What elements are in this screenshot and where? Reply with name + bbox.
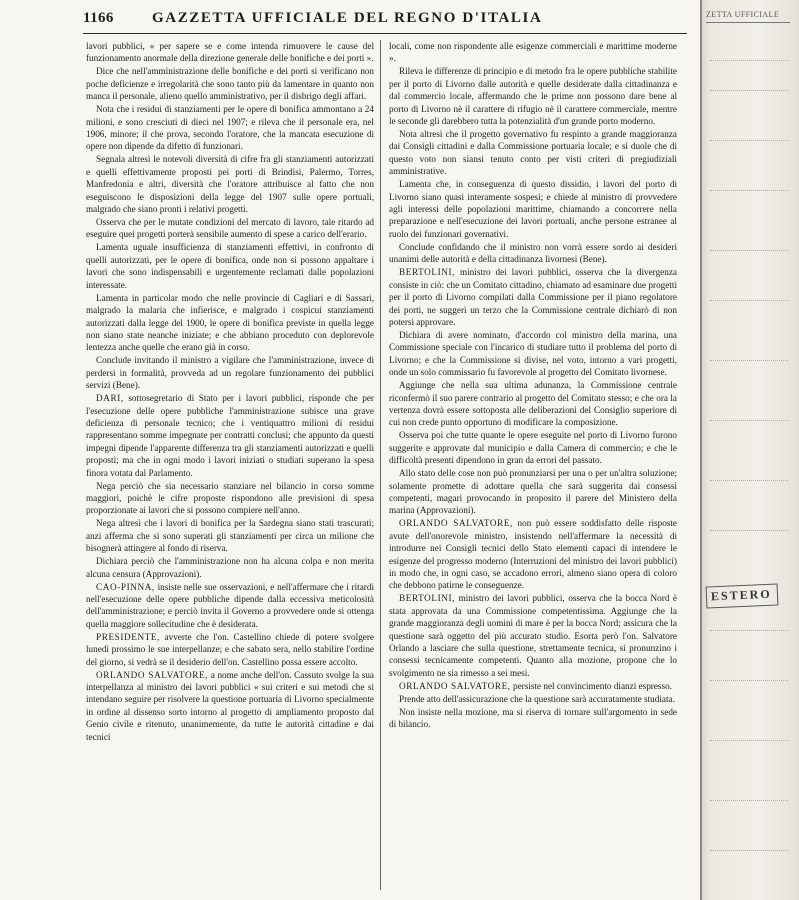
paragraph	[86, 153, 374, 215]
paragraph	[389, 329, 677, 379]
paragraph	[389, 517, 677, 591]
header-rule	[83, 33, 687, 34]
paragraph	[389, 592, 677, 679]
estero-section-box	[706, 583, 779, 608]
page-header	[83, 10, 687, 32]
paragraph-text: Dichiara di avere nominato, d'accordo col ministro della marina, una Commissione speciale con l'incarico di studiare tutto il problema del porto di Livorno; e che la Commissione si divise, nel voto, intorno a vari progetti, onde un solo commissario fu favorevole al progetto del Comitato livornese.	[389, 329, 677, 378]
paragraph	[86, 555, 374, 580]
paragraph	[86, 480, 374, 517]
paragraph-text: Rileva le differenze di principio e di metodo fra le opere pubbliche stabilite per il porto di Livorno dalle autorità e quelle desiderate dalla cittadinanza e dal commercio locale, affermando che le prime non possono dare bene al porto di Livorno nè il carattere di rifugio nè il carattere commerciale, mentre le seconde gli darebbero tutta la potenzialità d'un grande porto moderno.	[389, 66, 677, 127]
faded-text-line	[710, 740, 788, 741]
faded-text-line	[710, 60, 788, 61]
speaker-name: ORLANDO SALVATORE,	[96, 669, 209, 680]
speaker-name: BERTOLINI,	[399, 593, 456, 604]
faded-text-line	[710, 190, 788, 191]
speaker-name: ORLANDO SALVATORE,	[399, 680, 511, 691]
paragraph-text: locali, come non rispondente alle esigenze commerciali e marittime moderne ».	[389, 41, 677, 64]
paragraph	[389, 128, 677, 178]
faded-text-line	[710, 420, 788, 421]
paragraph-text: Aggiunge che nella sua ultima adunanza, la Commissione centrale riconfermò il suo parere contrario al progetto del Comitato stesso; e che ora la vertenza dovrà essere sottoposta alle deliberazioni del Consiglio superiore di cui non crede punto opportuno di modificare la composizione.	[389, 380, 677, 428]
paragraph-text: non può essere soddisfatto delle risposte avute dell'onorevole ministro, insistendo nell'affermare la necessità di introdurre nei Consigli tecnici dello Stato elementi capaci di intendere le esigenze del progresso moderno (Interruzioni del ministro dei lavori pubblici) in modo che, in ogni caso, se accadono errori, almeno siano opera di coloro che debbono patirne le conseguenze.	[389, 518, 678, 591]
paragraph	[389, 178, 677, 240]
faded-text-line	[710, 360, 788, 361]
left-column	[86, 40, 374, 744]
paragraph	[389, 241, 677, 266]
paragraph-text: lavori pubblici, « per sapere se e come intenda rimuovere le cause del funzionamento anormale della direzione generale delle bonifiche e dei porti ».	[86, 41, 374, 64]
paragraph	[389, 379, 677, 429]
speaker-name: BERTOLINI,	[399, 267, 456, 278]
faded-text-line	[710, 480, 788, 481]
paragraph	[389, 266, 677, 328]
paragraph	[389, 65, 677, 127]
speaker-name: CAO-PINNA,	[96, 581, 155, 592]
speaker-name: PRESIDENTE,	[96, 631, 161, 642]
paragraph-text: Nota altresì che il progetto governativo fu respinto a grande maggioranza dai Consigli cittadini e dalla Commissione portuaria locale; e si duole che di questo voto non siansi tenuto conto per visti criteri di pregiudiziali amministrative.	[389, 129, 677, 177]
paragraph-text: Lamenta che, in conseguenza di questo dissidio, i lavori del porto di Livorno siano quasi interamente sospesi; e chiede al ministro di provvedere agli interessi delle popolazioni marittime, chiamando a concorrere nella preparazione e nell'esecuzione dei lavori portuali, anche persone estranee al ruolo dei funzionari governativi.	[389, 179, 677, 239]
speaker-name: DARI,	[96, 393, 124, 404]
adjacent-page-header: ZETTA UFFICIALE	[706, 10, 780, 19]
paragraph	[389, 40, 677, 65]
page-number: 1166	[83, 10, 114, 26]
adjacent-header-rule	[706, 22, 790, 23]
paragraph	[86, 65, 374, 102]
paragraph	[389, 680, 677, 692]
paragraph	[86, 241, 374, 291]
paragraph-text: ministro dei lavori pubblici, osserva che la bocca Nord è stata approvata da una Commissione competentissima. Aggiunge che la grande maggioranza degli uomini di mare è per la bocca Nord; assicura che la questione sarà oggetto del più accurato studio. Esorta però l'on. Salvatore Orlando a lasciare che sulla questione, strettamente tecnica, si pronunzino i consessi tecnicamente competenti. Quanto alla mozione, propone che lo svolgimento ne sia rimesso a sei mesi.	[389, 593, 677, 678]
estero-section-label: ESTERO	[710, 586, 772, 604]
paragraph	[86, 631, 374, 668]
paragraph	[86, 581, 374, 631]
paragraph	[86, 216, 374, 241]
faded-text-line	[710, 530, 788, 531]
faded-text-line	[710, 800, 788, 801]
faded-text-line	[710, 630, 788, 631]
paragraph-text: Allo stato delle cose non può pronunziarsi per una o per un'altra soluzione; solamente promette di adottare quella che sarà suggerita dai consessi competenti, magari provocando in proposito il parere del Ministero della marina (Approvazioni).	[389, 468, 677, 516]
paragraph-text: Osserva poi che tutte quante le opere eseguite nel porto di Livorno furono suggerite e approvate dal municipio e dalla Camera di commercio; e che le difficoltà presenti dipendono in gran da errori del passato.	[389, 430, 677, 466]
paragraph	[86, 354, 374, 391]
adjacent-page-strip	[700, 0, 799, 900]
paragraph-text: Nega altresì che i lavori di bonifica per la Sardegna siano stati trascurati; anzi afferma che si sono superati gli stanziamenti per circa un milione che bisognerà attingere al fondo di riserva.	[86, 518, 374, 554]
faded-text-line	[710, 90, 788, 91]
masthead-title: GAZZETTA UFFICIALE DEL REGNO D'ITALIA	[152, 10, 543, 26]
paragraph-text: ministro dei lavori pubblici, osserva che la divergenza consiste in ciò: che un Comitato cittadino, chiamato ad esaminare due progetti per il porto di Livorno compilati dalla Commissione per il piano regolatore dei porti, ne suggerì un terzo che la Commissione centrale dichiarò di non potersi approvare.	[389, 267, 677, 327]
paragraph-text: Nota che i residui di stanziamenti per le opere di bonifica ammontano a 24 milioni, e sono cresciuti di dieci nel 1907; e rileva che il personale era, nel 1906, minore; il che prova, secondo l'oratore, che la mancata esecuzione di opere non dipende da difetto di funzionari.	[86, 104, 374, 152]
paragraph	[389, 706, 677, 731]
paragraph-text: Dichiara perciò che l'amministrazione non ha alcuna colpa e non merita alcuna censura (Approvazioni).	[86, 556, 374, 579]
paragraph	[86, 392, 374, 479]
right-column	[389, 40, 677, 731]
paragraph-text: persiste nel convincimento dianzi espresso.	[513, 680, 672, 691]
paragraph	[86, 103, 374, 153]
paragraph	[389, 693, 677, 705]
faded-text-line	[710, 140, 788, 141]
paragraph-text: avverte che l'on. Castellino chiede di potere svolgere lunedì prossimo le sue interpellanze; e che sabato sera, nello stabilire l'ordine del giorno, si vedrà se il desiderio dell'on. Castellino possa essere accolto.	[86, 631, 375, 667]
paragraph-text: Conclude invitando il ministro a vigilare che l'amministrazione, invece di perdersi in formalità, provveda ad un regolare funzionamento dei pubblici servizi (Bene).	[86, 355, 374, 391]
faded-text-line	[710, 250, 788, 251]
page-fold-edge	[700, 0, 702, 900]
paragraph	[86, 517, 374, 554]
paragraph	[86, 292, 374, 354]
paragraph	[86, 40, 374, 65]
column-divider	[380, 40, 381, 890]
paragraph-text: insiste nelle sue osservazioni, e nell'affermare che i ritardi nell'esecuzione delle opere pubbliche dipende dalla eccessiva meticolosità dell'amministrazione; e perciò invita il Governo a provvedere onde si ottenga quella maggiore sollecitudine che è desiderata.	[86, 581, 375, 629]
paragraph-text: Lamenta in particolar modo che nelle provincie di Cagliari e di Sassari, malgrado la malaria che infierisce, e malgrado i cospicui stanziamenti autorizzati dalla legge del 1900, le opere di bonifica previste in quella legge non siano state neanche iniziate; e che abbiano proceduto con deplorevole lentezza anche quelle che erano già in corso.	[86, 292, 374, 353]
paragraph-text: Prende atto dell'assicurazione che la questione sarà accuratamente studiata.	[399, 693, 675, 704]
paragraph-text: Non insiste nella mozione, ma si riserva di tornare sull'argomento in sede di bilancio.	[389, 706, 677, 730]
paragraph	[389, 429, 677, 466]
faded-text-line	[710, 300, 788, 301]
paragraph-text: Dice che nell'amministrazione delle bonifiche e dei porti si verificano non poche deficienze e irregolarità che sono tanto più da lamentare in quanto non manca il personale, alieno quello amministrativo, per il disbrigo degli affari.	[86, 66, 374, 102]
faded-text-line	[710, 850, 788, 851]
paragraph-text: Segnala altresì le notevoli diversità di cifre fra gli stanziamenti autorizzati e quelli effettivamente proposti pei porti di Brindisi, Palermo, Torres, Manfredonia e altri, diversità che l'oratore attribuisce al fatto che non eseguiscono le disposizioni della legge del 1907 sulle opere portuali, malgrado che siano pronti i relativi progetti.	[86, 154, 374, 215]
paragraph-text: Conclude confidando che il ministro non vorrà essere sordo ai desideri unanimi delle autorità e della cittadinanza livornesi (Bene).	[389, 241, 677, 265]
paragraph-text: Nega perciò che sia necessario stanziare nel bilancio in corso somme maggiori, poichè le cifre proposte rispondono alle previsioni di spesa proporzionate ai lavori che si possono compiere nell'anno.	[86, 480, 374, 516]
speaker-name: ORLANDO SALVATORE,	[399, 518, 513, 529]
paragraph-text: Osserva che per le mutate condizioni del mercato di lavoro, tale ritardo ad eseguire quei progetti porterà sensibile aumento di spese a carico dell'erario.	[86, 217, 374, 240]
paragraph	[86, 669, 374, 743]
paragraph-text: Lamenta uguale insufficienza di stanziamenti effettivi, in confronto di quelli autorizzati, per le opere di bonifica, onde non si possono appaltare i lavori che sono indispensabili e urgentemente reclamati dalle popolazioni interessate.	[86, 242, 374, 290]
faded-text-line	[710, 680, 788, 681]
paragraph	[389, 467, 677, 517]
paragraph-text: sottosegretario di Stato per i lavori pubblici, risponde che per l'esecuzione delle opere pubbliche l'amministrazione subisce una grave deficienza di personale tecnico; che i ventiquattro milioni di residui rappresentano somme impegnate per contratti conclusi; che appunto da questi impegni dipende l'apparente differenza tra gli stanziamenti autorizzati e quelli proposti; ma che in ogni modo i lavori iniziati o studiati superano la spesa finora votata dal Parlamento.	[86, 393, 374, 478]
paragraph-text: a nome anche dell'on. Cassuto svolge la sua interpellanza al ministro dei lavori pubblici « sui criteri e sui metodi che si intendano seguire per risolvere la questione portuaria di Livorno specialmente in ordine al dissenso sorto intorno al progetto di ampliamento proposto dal Genio civile e ritenuto, unanimemente, da tutte le autorità cittadine e dai tecnici	[86, 669, 375, 742]
